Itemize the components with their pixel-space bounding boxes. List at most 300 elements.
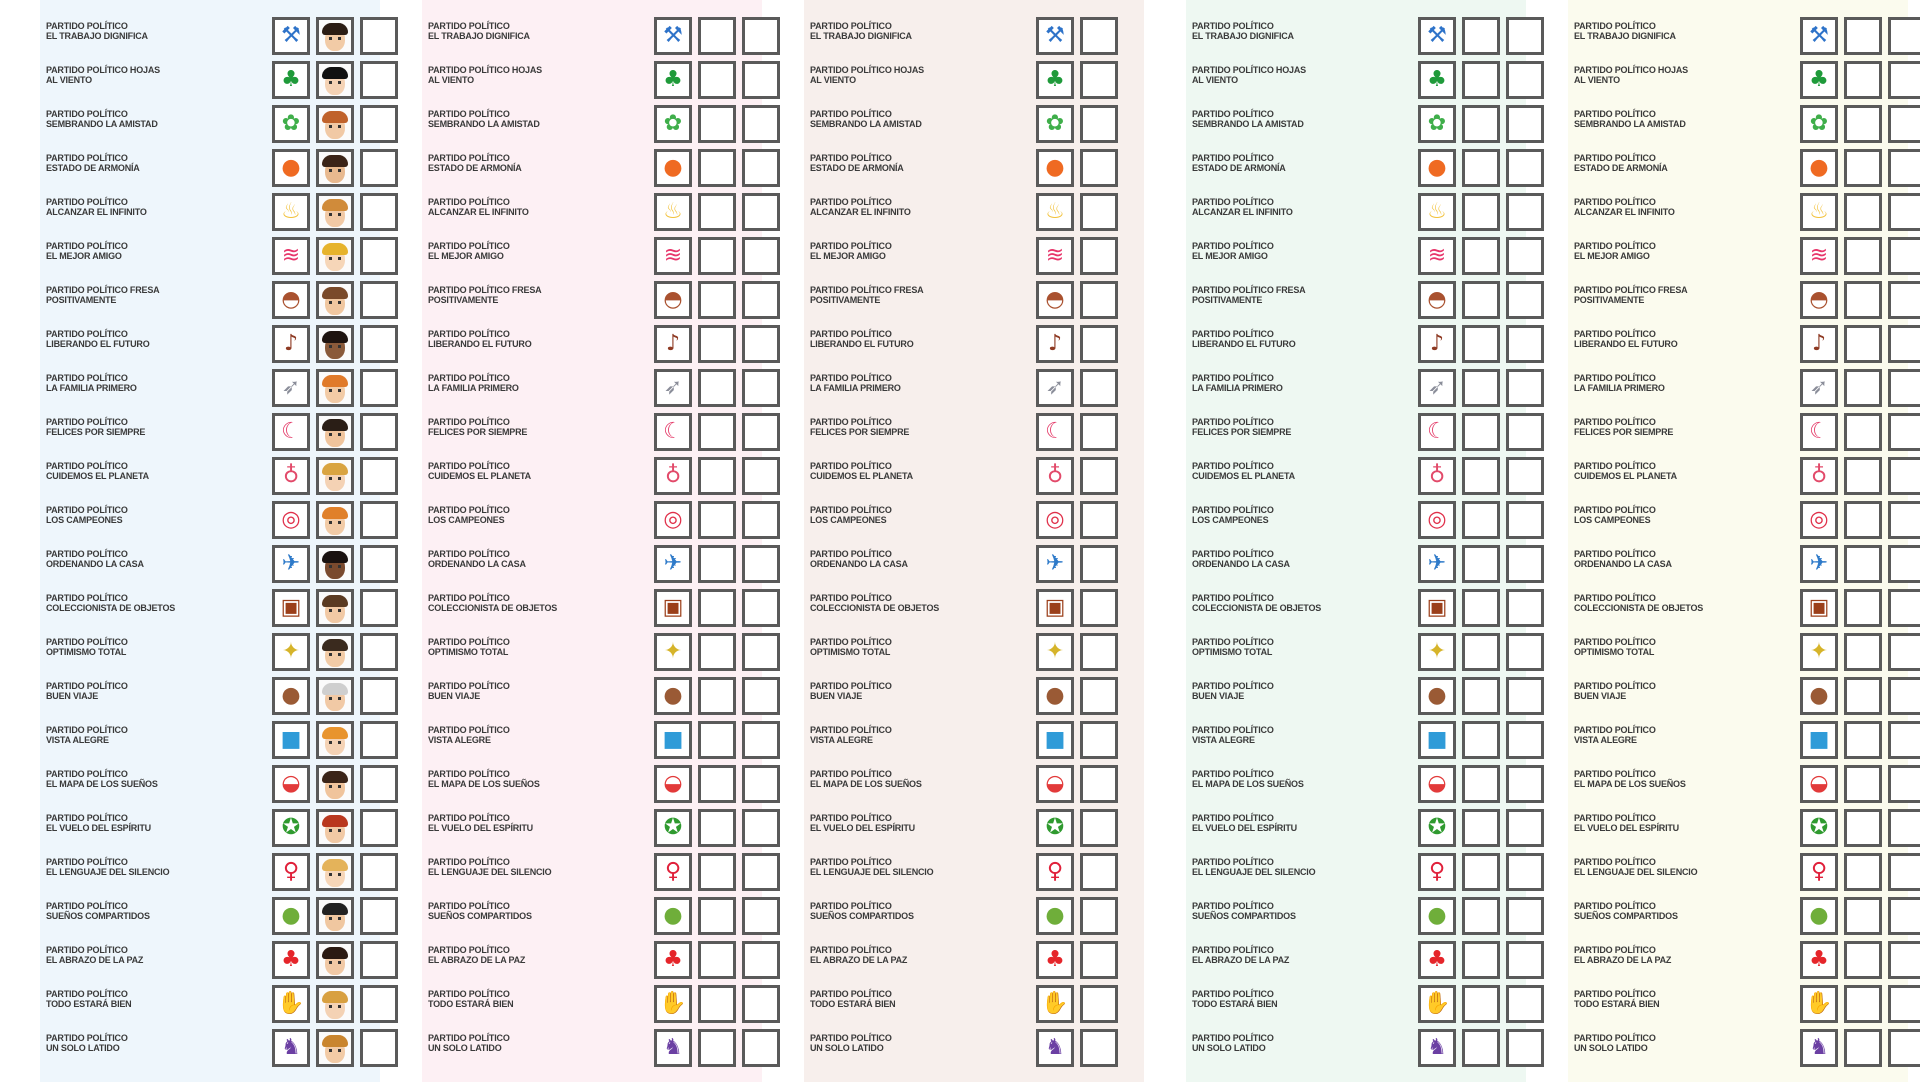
airplane-icon: ✈: [281, 551, 301, 576]
vote-checkbox[interactable]: [1506, 369, 1544, 407]
party-symbol: [1418, 765, 1456, 803]
vote-checkbox[interactable]: [1888, 589, 1920, 627]
vote-checkbox[interactable]: [1888, 941, 1920, 979]
vote-checkbox[interactable]: [698, 765, 736, 803]
vote-checkbox[interactable]: [698, 633, 736, 671]
vote-checkbox[interactable]: [1844, 17, 1882, 55]
vote-checkbox[interactable]: [1462, 457, 1500, 495]
vote-checkbox[interactable]: [1506, 985, 1544, 1023]
vote-checkbox[interactable]: [1506, 413, 1544, 451]
vote-checkbox[interactable]: [360, 765, 398, 803]
vote-checkbox[interactable]: [1506, 589, 1544, 627]
eyes-shape: [329, 653, 341, 656]
face-icon: [325, 247, 345, 271]
vote-checkbox[interactable]: [360, 545, 398, 583]
vote-checkbox[interactable]: [360, 61, 398, 99]
vote-checkbox[interactable]: [698, 281, 736, 319]
bag-icon: ♣: [1809, 947, 1829, 972]
face-icon: [325, 907, 345, 931]
vote-checkbox[interactable]: [1844, 765, 1882, 803]
vote-checkbox[interactable]: [1080, 809, 1118, 847]
vote-checkbox[interactable]: [1888, 193, 1920, 231]
face-icon: [325, 863, 345, 887]
party-symbol: [654, 105, 692, 143]
vote-checkbox[interactable]: [360, 325, 398, 363]
party-name: PARTIDO POLÍTICO CUIDEMOS EL PLANETA: [1192, 461, 1295, 481]
party-name: PARTIDO POLÍTICO OPTIMISMO TOTAL: [1192, 637, 1274, 657]
party-row: [1568, 542, 1908, 586]
eyes-shape: [329, 301, 341, 304]
vote-checkbox[interactable]: [1080, 941, 1118, 979]
party-name: PARTIDO POLÍTICO OPTIMISMO TOTAL: [428, 637, 510, 657]
vote-checkbox[interactable]: [698, 237, 736, 275]
party-symbol: [272, 721, 310, 759]
party-name: PARTIDO POLÍTICO FELICES POR SIEMPRE: [1574, 417, 1674, 437]
party-row: [1186, 410, 1526, 454]
vote-checkbox[interactable]: [742, 897, 780, 935]
party-row: [422, 190, 762, 234]
vote-checkbox[interactable]: [742, 105, 780, 143]
target-icon: ◎: [1809, 507, 1829, 532]
vote-checkbox[interactable]: [1888, 237, 1920, 275]
vote-checkbox[interactable]: [360, 809, 398, 847]
vote-checkbox[interactable]: [1080, 545, 1118, 583]
vote-checkbox[interactable]: [360, 941, 398, 979]
vote-checkbox[interactable]: [1844, 809, 1882, 847]
party-symbol: [654, 149, 692, 187]
vote-checkbox[interactable]: [360, 1029, 398, 1067]
hand-icon: ✋: [277, 991, 305, 1016]
party-symbol: [1036, 589, 1074, 627]
party-name: PARTIDO POLÍTICO ORDENANDO LA CASA: [1574, 549, 1672, 569]
party-row: [1568, 718, 1908, 762]
party-symbol: [272, 809, 310, 847]
vote-checkbox[interactable]: [698, 941, 736, 979]
party-row: [1568, 14, 1908, 58]
vote-checkbox[interactable]: [698, 61, 736, 99]
hammer-icon: ⚒: [1045, 23, 1065, 48]
vote-checkbox[interactable]: [360, 281, 398, 319]
guitar-icon: ♪: [665, 331, 681, 356]
vote-checkbox[interactable]: [1888, 677, 1920, 715]
party-row: [804, 366, 1144, 410]
vote-checkbox[interactable]: [698, 325, 736, 363]
vote-checkbox[interactable]: [360, 17, 398, 55]
vote-checkbox[interactable]: [1844, 369, 1882, 407]
eyes-shape: [329, 697, 341, 700]
vote-checkbox[interactable]: [1506, 149, 1544, 187]
vote-checkbox[interactable]: [742, 809, 780, 847]
vote-checkbox[interactable]: [1888, 853, 1920, 891]
vote-checkbox[interactable]: [742, 765, 780, 803]
party-row: [40, 938, 380, 982]
vote-checkbox[interactable]: [1080, 589, 1118, 627]
vote-checkbox[interactable]: [698, 677, 736, 715]
vote-checkbox[interactable]: [742, 721, 780, 759]
vote-checkbox[interactable]: [360, 589, 398, 627]
vote-checkbox[interactable]: [1888, 809, 1920, 847]
cat-icon: ♞: [281, 1035, 301, 1060]
vote-checkbox[interactable]: [1888, 325, 1920, 363]
helmet-icon: ◓: [1809, 287, 1829, 312]
vote-checkbox[interactable]: [1506, 941, 1544, 979]
vote-checkbox[interactable]: [1844, 237, 1882, 275]
candidate-photo: [316, 17, 354, 55]
candidate-photo: [316, 149, 354, 187]
bacon-icon: ≋: [281, 243, 301, 268]
vote-checkbox[interactable]: [1462, 897, 1500, 935]
vote-checkbox[interactable]: [1080, 721, 1118, 759]
party-row: [422, 894, 762, 938]
vote-checkbox[interactable]: [1844, 589, 1882, 627]
vote-checkbox[interactable]: [1080, 677, 1118, 715]
vote-checkbox[interactable]: [360, 237, 398, 275]
target-icon: ◎: [1427, 507, 1447, 532]
vote-checkbox[interactable]: [698, 17, 736, 55]
vote-checkbox[interactable]: [1844, 61, 1882, 99]
vote-checkbox[interactable]: [1506, 677, 1544, 715]
vote-checkbox[interactable]: [1080, 61, 1118, 99]
vote-checkbox[interactable]: [360, 413, 398, 451]
vote-checkbox[interactable]: [1888, 545, 1920, 583]
vote-checkbox[interactable]: [698, 457, 736, 495]
party-row: [422, 146, 762, 190]
party-name: PARTIDO POLÍTICO BUEN VIAJE: [810, 681, 892, 701]
vote-checkbox[interactable]: [1080, 17, 1118, 55]
vote-checkbox[interactable]: [1506, 61, 1544, 99]
vote-checkbox[interactable]: [1506, 853, 1544, 891]
vote-checkbox[interactable]: [698, 809, 736, 847]
party-name: PARTIDO POLÍTICO ALCANZAR EL INFINITO: [46, 197, 147, 217]
cat-icon: ♞: [1427, 1035, 1447, 1060]
party-symbol: [1418, 193, 1456, 231]
vote-checkbox[interactable]: [742, 413, 780, 451]
party-symbol: [1418, 325, 1456, 363]
party-name: PARTIDO POLÍTICO EL MAPA DE LOS SUEÑOS: [428, 769, 540, 789]
vote-checkbox[interactable]: [1844, 985, 1882, 1023]
vote-checkbox[interactable]: [742, 457, 780, 495]
vote-checkbox[interactable]: [1080, 413, 1118, 451]
vote-checkbox[interactable]: [1080, 457, 1118, 495]
party-name: PARTIDO POLÍTICO OPTIMISMO TOTAL: [46, 637, 128, 657]
vote-checkbox[interactable]: [1506, 193, 1544, 231]
vote-checkbox[interactable]: [1462, 1029, 1500, 1067]
party-row: [1186, 454, 1526, 498]
vote-checkbox[interactable]: [360, 897, 398, 935]
vote-checkbox[interactable]: [360, 633, 398, 671]
party-symbol: [1800, 457, 1838, 495]
vote-checkbox[interactable]: [360, 721, 398, 759]
vote-checkbox[interactable]: [1462, 61, 1500, 99]
vote-checkbox[interactable]: [742, 61, 780, 99]
face-icon: [325, 467, 345, 491]
eyes-shape: [329, 169, 341, 172]
party-row: [40, 102, 380, 146]
vote-checkbox[interactable]: [1080, 765, 1118, 803]
party-symbol: [272, 501, 310, 539]
party-row: [40, 542, 380, 586]
vote-checkbox[interactable]: [1888, 501, 1920, 539]
party-name: PARTIDO POLÍTICO UN SOLO LATIDO: [1192, 1033, 1274, 1053]
party-row: [804, 586, 1144, 630]
party-name: PARTIDO POLÍTICO EL ABRAZO DE LA PAZ: [1574, 945, 1672, 965]
party-row: [40, 366, 380, 410]
vote-checkbox[interactable]: [1462, 105, 1500, 143]
vote-checkbox[interactable]: [698, 369, 736, 407]
vote-checkbox[interactable]: [1506, 501, 1544, 539]
vote-checkbox[interactable]: [698, 985, 736, 1023]
vote-checkbox[interactable]: [698, 897, 736, 935]
party-name: PARTIDO POLÍTICO FRESA POSITIVAMENTE: [1574, 285, 1688, 305]
party-name: PARTIDO POLÍTICO CUIDEMOS EL PLANETA: [428, 461, 531, 481]
vote-checkbox[interactable]: [1888, 897, 1920, 935]
vote-checkbox[interactable]: [1888, 369, 1920, 407]
vote-checkbox[interactable]: [1462, 545, 1500, 583]
vote-checkbox[interactable]: [742, 325, 780, 363]
party-row: [1186, 14, 1526, 58]
vote-checkbox[interactable]: [360, 985, 398, 1023]
cat-icon: ♞: [1045, 1035, 1065, 1060]
socks-icon: ✿: [281, 111, 301, 136]
vote-checkbox[interactable]: [1844, 501, 1882, 539]
party-row: [422, 14, 762, 58]
vote-checkbox[interactable]: [698, 853, 736, 891]
vote-checkbox[interactable]: [1844, 413, 1882, 451]
party-row: [804, 674, 1144, 718]
vote-checkbox[interactable]: [698, 413, 736, 451]
vote-checkbox[interactable]: [1080, 985, 1118, 1023]
vote-checkbox[interactable]: [1888, 413, 1920, 451]
vote-checkbox[interactable]: [698, 149, 736, 187]
vote-checkbox[interactable]: [360, 149, 398, 187]
vote-checkbox[interactable]: [742, 545, 780, 583]
candidate-photo: [316, 853, 354, 891]
vote-checkbox[interactable]: [1888, 17, 1920, 55]
vote-checkbox[interactable]: [1844, 897, 1882, 935]
vote-checkbox[interactable]: [1844, 721, 1882, 759]
vote-checkbox[interactable]: [1506, 809, 1544, 847]
vote-checkbox[interactable]: [1506, 457, 1544, 495]
vote-checkbox[interactable]: [1506, 281, 1544, 319]
vote-checkbox[interactable]: [742, 941, 780, 979]
vote-checkbox[interactable]: [1080, 1029, 1118, 1067]
party-row: [1186, 498, 1526, 542]
vote-checkbox[interactable]: [742, 589, 780, 627]
vote-checkbox[interactable]: [1888, 765, 1920, 803]
bottle-icon: ♨: [1427, 199, 1447, 224]
vote-checkbox[interactable]: [1462, 501, 1500, 539]
vote-checkbox[interactable]: [742, 853, 780, 891]
vote-checkbox[interactable]: [1888, 105, 1920, 143]
party-symbol: [272, 545, 310, 583]
party-row: [40, 674, 380, 718]
party-symbol: [272, 897, 310, 935]
vote-checkbox[interactable]: [1888, 61, 1920, 99]
vote-checkbox[interactable]: [742, 149, 780, 187]
vote-checkbox[interactable]: [1462, 809, 1500, 847]
vote-checkbox[interactable]: [742, 281, 780, 319]
party-row: [40, 630, 380, 674]
vote-checkbox[interactable]: [1462, 765, 1500, 803]
shrimp-icon: ☾: [1427, 419, 1447, 444]
vote-checkbox[interactable]: [1462, 985, 1500, 1023]
vote-checkbox[interactable]: [1844, 853, 1882, 891]
party-name: PARTIDO POLÍTICO EL TRABAJO DIGNIFICA: [1574, 21, 1676, 41]
hair-shape: [322, 903, 348, 915]
vote-checkbox[interactable]: [1506, 237, 1544, 275]
vote-checkbox[interactable]: [360, 853, 398, 891]
vote-checkbox[interactable]: [1506, 1029, 1544, 1067]
vote-checkbox[interactable]: [1844, 457, 1882, 495]
vote-checkbox[interactable]: [1844, 281, 1882, 319]
eyes-shape: [329, 345, 341, 348]
vote-checkbox[interactable]: [1080, 105, 1118, 143]
briefcase-icon: ▣: [1426, 595, 1448, 620]
bacon-icon: ≋: [663, 243, 683, 268]
vote-checkbox[interactable]: [1888, 1029, 1920, 1067]
vote-checkbox[interactable]: [1506, 765, 1544, 803]
vote-checkbox[interactable]: [1844, 633, 1882, 671]
party-name: PARTIDO POLÍTICO SEMBRANDO LA AMISTAD: [428, 109, 540, 129]
party-symbol: [1036, 677, 1074, 715]
vote-checkbox[interactable]: [1844, 149, 1882, 187]
vote-checkbox[interactable]: [1844, 1029, 1882, 1067]
vote-checkbox[interactable]: [742, 633, 780, 671]
vote-checkbox[interactable]: [1462, 325, 1500, 363]
vote-checkbox[interactable]: [742, 501, 780, 539]
vote-checkbox[interactable]: [1506, 545, 1544, 583]
vote-checkbox[interactable]: [1080, 281, 1118, 319]
party-symbol: [1036, 193, 1074, 231]
vote-checkbox[interactable]: [1080, 897, 1118, 935]
party-name: PARTIDO POLÍTICO LIBERANDO EL FUTURO: [428, 329, 532, 349]
vote-checkbox[interactable]: [1888, 985, 1920, 1023]
hair-shape: [322, 287, 348, 299]
hair-shape: [322, 67, 348, 79]
party-row: [422, 1026, 762, 1070]
vote-checkbox[interactable]: [1462, 589, 1500, 627]
eyes-shape: [329, 741, 341, 744]
vote-checkbox[interactable]: [1462, 677, 1500, 715]
vote-checkbox[interactable]: [1506, 17, 1544, 55]
vote-checkbox[interactable]: [742, 1029, 780, 1067]
candy-icon: ●: [1045, 155, 1065, 180]
vote-checkbox[interactable]: [698, 545, 736, 583]
vote-checkbox[interactable]: [1888, 281, 1920, 319]
vote-checkbox[interactable]: [1506, 325, 1544, 363]
vote-checkbox[interactable]: [1080, 149, 1118, 187]
vote-checkbox[interactable]: [1888, 457, 1920, 495]
vote-checkbox[interactable]: [1506, 897, 1544, 935]
party-name: PARTIDO POLÍTICO SUEÑOS COMPARTIDOS: [1192, 901, 1296, 921]
vote-checkbox[interactable]: [1462, 853, 1500, 891]
party-row: [1568, 586, 1908, 630]
vote-checkbox[interactable]: [1080, 501, 1118, 539]
vote-checkbox[interactable]: [742, 17, 780, 55]
vote-checkbox[interactable]: [360, 369, 398, 407]
vote-checkbox[interactable]: [360, 677, 398, 715]
vote-checkbox[interactable]: [1506, 721, 1544, 759]
vote-checkbox[interactable]: [1462, 237, 1500, 275]
target-icon: ◎: [281, 507, 301, 532]
hair-shape: [322, 683, 348, 695]
party-symbol: [1800, 941, 1838, 979]
party-row: [40, 498, 380, 542]
vote-checkbox[interactable]: [698, 105, 736, 143]
vote-checkbox[interactable]: [360, 501, 398, 539]
bear-icon: ●: [1045, 683, 1065, 708]
vote-checkbox[interactable]: [1844, 193, 1882, 231]
vote-checkbox[interactable]: [1080, 193, 1118, 231]
vote-checkbox[interactable]: [1844, 105, 1882, 143]
eyes-shape: [329, 389, 341, 392]
bicycle-icon: ♁: [1810, 463, 1828, 488]
vote-checkbox[interactable]: [1462, 149, 1500, 187]
vote-checkbox[interactable]: [698, 589, 736, 627]
vote-checkbox[interactable]: [1462, 281, 1500, 319]
vote-checkbox[interactable]: [1462, 633, 1500, 671]
vote-checkbox[interactable]: [1080, 633, 1118, 671]
vote-checkbox[interactable]: [1462, 17, 1500, 55]
vote-checkbox[interactable]: [1462, 193, 1500, 231]
party-row: [804, 234, 1144, 278]
vote-checkbox[interactable]: [1462, 721, 1500, 759]
candidate-photo: [316, 985, 354, 1023]
vote-checkbox[interactable]: [698, 721, 736, 759]
ball-icon: ✪: [1045, 815, 1065, 840]
vote-checkbox[interactable]: [1888, 633, 1920, 671]
candy-icon: ●: [1427, 155, 1447, 180]
vote-checkbox[interactable]: [698, 193, 736, 231]
vote-checkbox[interactable]: [1844, 941, 1882, 979]
party-name: PARTIDO POLÍTICO EL LENGUAJE DEL SILENCIO: [1574, 857, 1698, 877]
vote-checkbox[interactable]: [1080, 369, 1118, 407]
party-name: PARTIDO POLÍTICO EL ABRAZO DE LA PAZ: [1192, 945, 1290, 965]
vote-checkbox[interactable]: [1506, 633, 1544, 671]
party-row: [1186, 278, 1526, 322]
vote-checkbox[interactable]: [360, 105, 398, 143]
vote-checkbox[interactable]: [1462, 941, 1500, 979]
vote-checkbox[interactable]: [1080, 237, 1118, 275]
vote-checkbox[interactable]: [1844, 325, 1882, 363]
vote-checkbox[interactable]: [1844, 677, 1882, 715]
vote-checkbox[interactable]: [698, 1029, 736, 1067]
party-row: [1186, 190, 1526, 234]
vote-checkbox[interactable]: [742, 237, 780, 275]
vote-checkbox[interactable]: [742, 369, 780, 407]
party-name: PARTIDO POLÍTICO ALCANZAR EL INFINITO: [1192, 197, 1293, 217]
bear-icon: ●: [663, 683, 683, 708]
party-name: PARTIDO POLÍTICO FRESA POSITIVAMENTE: [46, 285, 160, 305]
vote-checkbox[interactable]: [1080, 853, 1118, 891]
vote-checkbox[interactable]: [1462, 369, 1500, 407]
vote-checkbox[interactable]: [360, 193, 398, 231]
vote-checkbox[interactable]: [1888, 721, 1920, 759]
vote-checkbox[interactable]: [698, 501, 736, 539]
vote-checkbox[interactable]: [1888, 149, 1920, 187]
vote-checkbox[interactable]: [742, 677, 780, 715]
vote-checkbox[interactable]: [1506, 105, 1544, 143]
vote-checkbox[interactable]: [742, 193, 780, 231]
vote-checkbox[interactable]: [360, 457, 398, 495]
party-row: [1186, 718, 1526, 762]
vote-checkbox[interactable]: [1844, 545, 1882, 583]
eyes-shape: [329, 213, 341, 216]
vote-checkbox[interactable]: [742, 985, 780, 1023]
party-symbol: [654, 897, 692, 935]
vote-checkbox[interactable]: [1080, 325, 1118, 363]
vote-checkbox[interactable]: [1462, 413, 1500, 451]
